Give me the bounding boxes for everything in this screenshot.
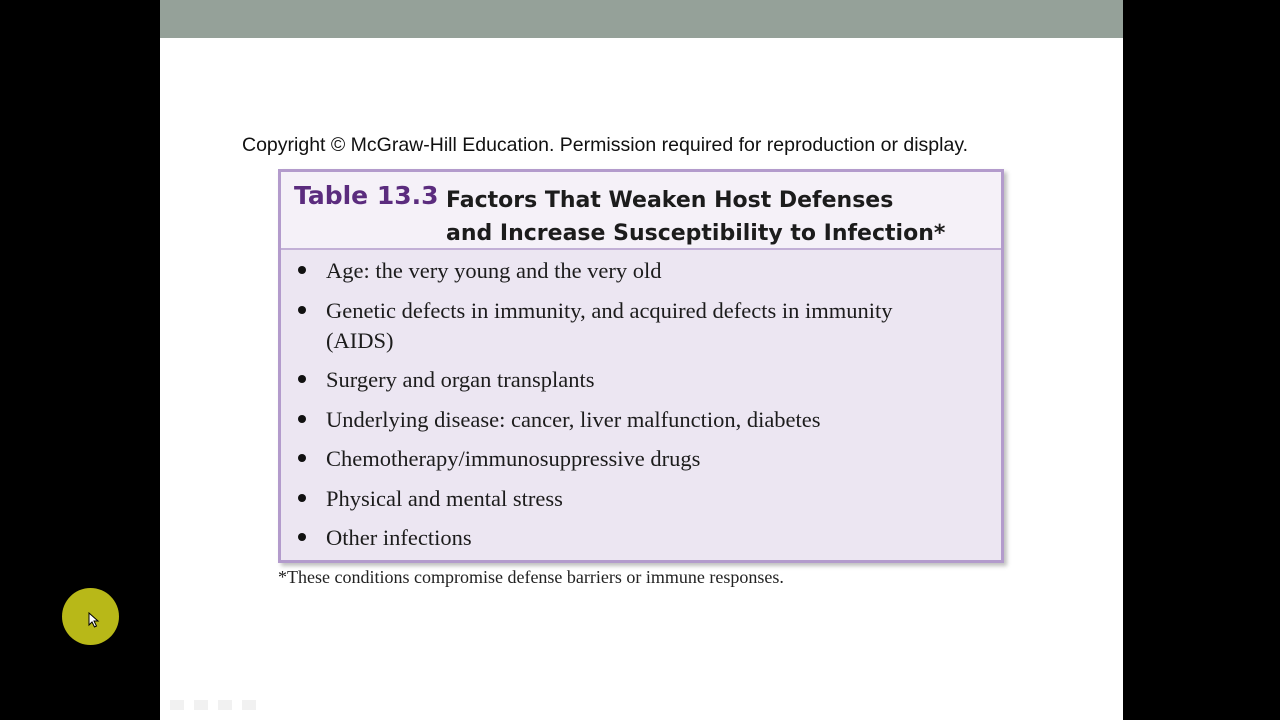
menu-icon[interactable] <box>218 700 232 710</box>
list-item <box>281 256 1001 286</box>
bullet-icon <box>298 415 306 423</box>
list-item-text: Chemotherapy/immunosuppressive drugs <box>326 446 701 471</box>
list-item-text: Surgery and organ transplants <box>326 367 595 392</box>
list-item <box>281 296 896 356</box>
list-item <box>281 365 1001 395</box>
table-number: Table 13.3 <box>294 181 439 210</box>
list-item <box>281 523 1001 553</box>
slide <box>160 0 1123 720</box>
list-item <box>281 444 1001 474</box>
bullet-icon <box>298 306 306 314</box>
table-title-line-2: and Increase Susceptibility to Infection* <box>446 221 946 246</box>
bullet-icon <box>298 533 306 541</box>
table-box <box>278 169 1004 563</box>
list-item <box>281 405 1001 435</box>
previous-icon[interactable] <box>170 700 184 710</box>
table-title-line-1: Factors That Weaken Host Defenses <box>446 188 894 213</box>
slide-top-bar <box>160 0 1123 38</box>
list-item-text: Underlying disease: cancer, liver malfunction, diabetes <box>326 406 821 432</box>
table-title <box>446 184 945 250</box>
table-footnote: *These conditions compromise defense barriers or immune responses. <box>278 567 784 587</box>
slideshow-controls[interactable] <box>170 700 256 710</box>
list-item-text: Physical and mental stress <box>326 485 563 511</box>
bullet-icon <box>298 494 306 502</box>
table-header <box>281 172 1001 250</box>
bullet-icon <box>298 266 306 274</box>
list-item-text: Age: the very young and the very old <box>326 258 662 283</box>
pen-icon[interactable] <box>194 700 208 710</box>
next-icon[interactable] <box>242 700 256 710</box>
bullet-icon <box>298 375 306 383</box>
list-item-text: Other infections <box>326 525 472 550</box>
mouse-pointer-icon <box>88 612 100 628</box>
factor-list <box>281 256 1001 563</box>
list-item <box>281 484 1001 514</box>
copyright-notice: Copyright © McGraw-Hill Education. Permission required for reproduction or display. <box>242 134 969 156</box>
list-item-text: Genetic defects in immunity, and acquired defects in immunity (AIDS) <box>326 297 893 353</box>
bullet-icon <box>298 454 306 462</box>
